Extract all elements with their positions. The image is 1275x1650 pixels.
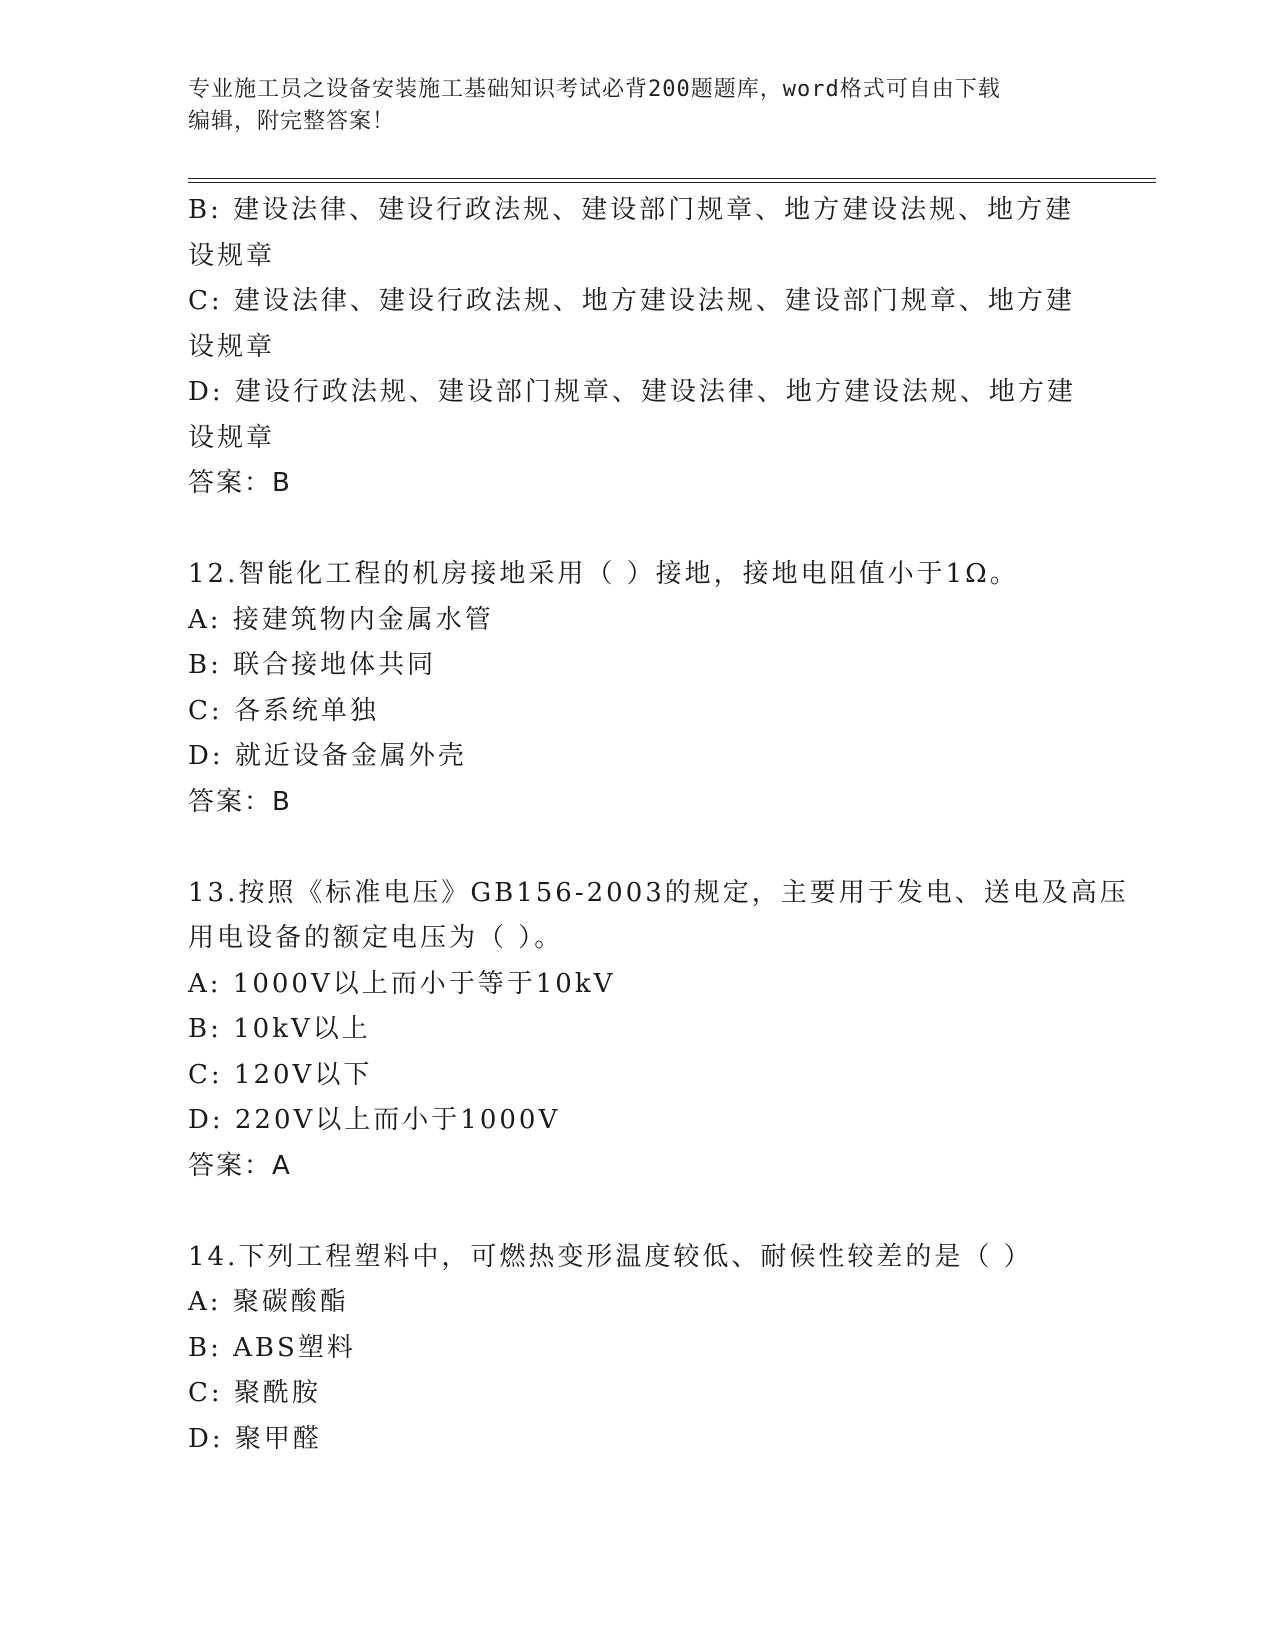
option-c-line-1: C: 建设法律、建设行政法规、地方建设法规、建设部门规章、地方建 [188, 286, 1075, 316]
option-c: C: 120V以下 [188, 1059, 373, 1090]
option-b: B: ABS塑料 [188, 1332, 356, 1363]
question-11 [188, 188, 1088, 507]
spacer [188, 1189, 1088, 1235]
header-title-line-2: 编辑，附完整答案！ [188, 109, 396, 134]
header-title-line-1: 专业施工员之设备安装施工基础知识考试必背200题题库，word格式可自由下载 [188, 77, 1001, 102]
answer: 答案：A [188, 1150, 292, 1181]
option-c: C: 各系统单独 [188, 695, 379, 726]
question-text-line-2: 用电设备的额定电压为（ ）。 [188, 923, 564, 953]
option-d: D: 220V以上而小于1000V [188, 1105, 561, 1135]
question-text: 12.智能化工程的机房接地采用（ ）接地，接地电阻值小于1Ω。 [188, 559, 1019, 589]
option-a: A: 1000V以上而小于等于10kV [188, 968, 616, 999]
option-a: A: 接建筑物内金属水管 [188, 604, 494, 635]
document-header [188, 74, 1068, 138]
answer: 答案：B [188, 786, 292, 817]
option-d: D: 就近设备金属外壳 [188, 741, 467, 771]
option-c-line-2: 设规章 [188, 331, 276, 362]
question-text: 14.下列工程塑料中，可燃热变形温度较低、耐候性较差的是（ ） [188, 1241, 1033, 1272]
option-d-line-2: 设规章 [188, 422, 276, 453]
option-d-line-1: D: 建设行政法规、建设部门规章、建设法律、地方建设法规、地方建 [188, 377, 1076, 407]
spacer [188, 825, 1088, 871]
question-content [188, 188, 1129, 1462]
option-d: D: 聚甲醛 [188, 1423, 322, 1454]
option-b-line-1: B: 建设法律、建设行政法规、建设部门规章、地方建设法规、地方建 [188, 195, 1075, 225]
option-b: B: 联合接地体共同 [188, 650, 437, 680]
option-c: C: 聚酰胺 [188, 1378, 321, 1408]
option-a: A: 聚碳酸酯 [188, 1287, 349, 1317]
question-12 [188, 552, 1088, 825]
spacer [188, 507, 1088, 553]
question-14 [188, 1235, 1088, 1463]
option-b: B: 10kV以上 [188, 1014, 371, 1044]
header-divider [188, 178, 1156, 183]
question-text-line-1: 13.按照《标准电压》GB156-2003的规定，主要用于发电、送电及高压 [188, 877, 1129, 908]
question-13 [188, 871, 1129, 1190]
answer: 答案：B [188, 468, 292, 498]
option-b-line-2: 设规章 [188, 240, 276, 271]
